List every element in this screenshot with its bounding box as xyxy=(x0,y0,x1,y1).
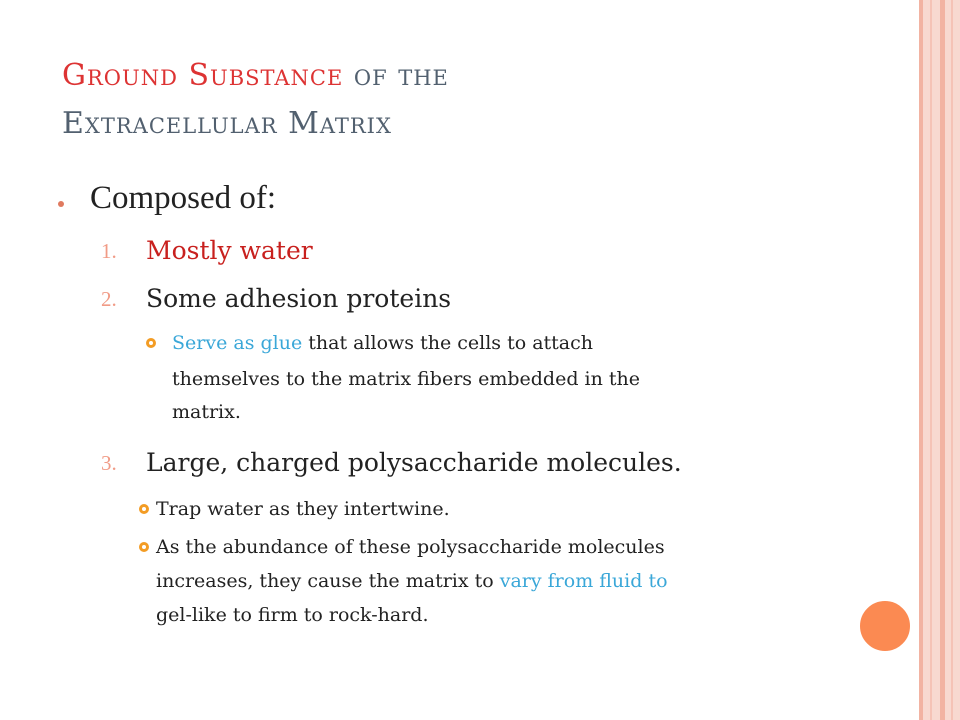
highlight-text: Serve as glue xyxy=(172,332,303,354)
poly-detail-2-line-3: gel-like to firm to rock-hard. xyxy=(156,604,429,626)
highlight-text: vary from fluid to xyxy=(499,570,668,592)
decorative-stripe xyxy=(940,0,945,720)
adhesion-detail-line-1 xyxy=(172,328,593,358)
title-line-1 xyxy=(62,52,882,100)
title-word: Substance xyxy=(188,58,344,93)
list-number: 2. xyxy=(101,287,117,311)
poly-detail-1: Trap water as they intertwine. xyxy=(156,498,450,520)
decorative-stripe xyxy=(930,0,932,720)
title-word: of the xyxy=(353,58,449,93)
title-line-2: Extracellular Matrix xyxy=(62,106,392,141)
list-item-polysaccharides: Large, charged polysaccharide molecules. xyxy=(146,448,682,477)
ring-bullet-icon xyxy=(146,338,156,348)
poly-detail-2-line-1: As the abundance of these polysaccharide molecules xyxy=(156,536,665,558)
adhesion-detail-line-3: matrix. xyxy=(172,401,241,423)
poly-detail-2-line-2 xyxy=(156,566,668,596)
bullet-icon xyxy=(58,201,64,207)
decorative-circle xyxy=(857,598,913,654)
list-number: 1. xyxy=(101,239,117,263)
adhesion-detail-line-2: themselves to the matrix fibers embedded in the xyxy=(172,368,640,390)
ring-bullet-icon xyxy=(139,542,149,552)
list-item-adhesion-proteins: Some adhesion proteins xyxy=(146,284,452,313)
list-item-mostly-water: Mostly water xyxy=(146,236,313,265)
title-word: Ground xyxy=(62,58,178,93)
decorative-stripe xyxy=(919,0,923,720)
ring-bullet-icon xyxy=(139,504,149,514)
list-number: 3. xyxy=(101,451,117,475)
slide-title xyxy=(62,52,882,148)
decorative-stripe xyxy=(951,0,953,720)
detail-text: increases, they cause the matrix to xyxy=(156,570,494,592)
detail-text: that allows the cells to attach xyxy=(308,332,593,354)
composed-heading: Composed of: xyxy=(90,180,277,216)
